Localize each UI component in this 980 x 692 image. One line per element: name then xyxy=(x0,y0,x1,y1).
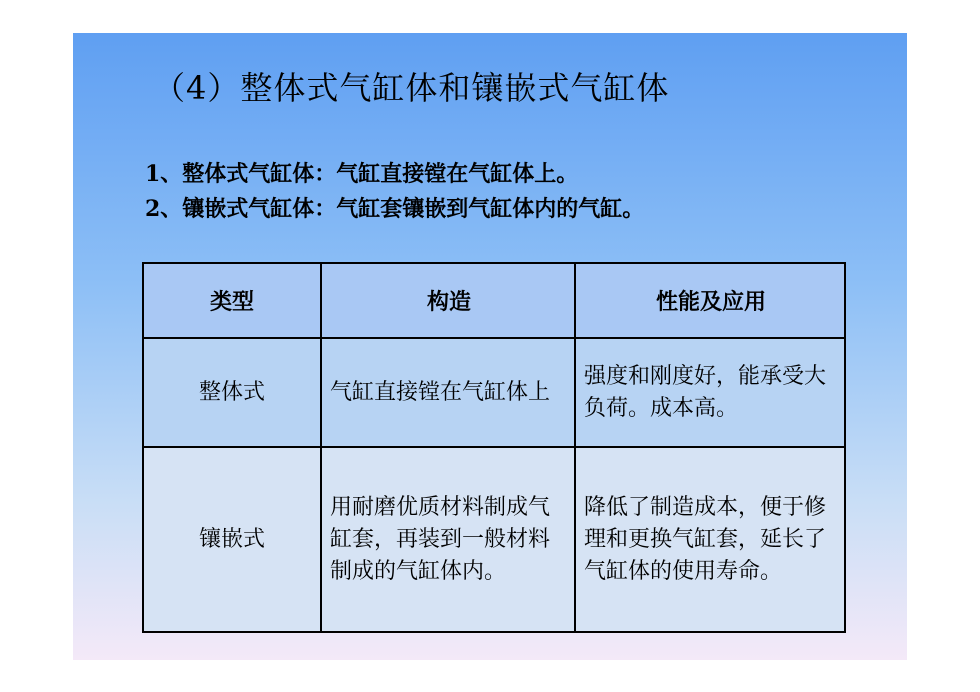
table-row xyxy=(143,338,845,447)
cell-performance: 强度和刚度好，能承受大负荷。成本高。 xyxy=(575,338,845,447)
cell-structure: 用耐磨优质材料制成气缸套，再装到一般材料制成的气缸体内。 xyxy=(321,447,575,632)
header-structure: 构造 xyxy=(321,263,575,338)
table-header-row xyxy=(143,263,845,338)
cell-performance: 降低了制造成本，便于修理和更换气缸套，延长了气缸体的使用寿命。 xyxy=(575,447,845,632)
comparison-table xyxy=(142,262,846,633)
slide-title: （4）整体式气缸体和镶嵌式气缸体 xyxy=(153,69,670,107)
bullet-item: 2、镶嵌式气缸体：气缸套镶嵌到气缸体内的气缸。 xyxy=(145,196,645,222)
cell-type: 整体式 xyxy=(143,338,321,447)
cell-type: 镶嵌式 xyxy=(143,447,321,632)
bullet-item: 1、整体式气缸体：气缸直接镗在气缸体上。 xyxy=(145,161,579,187)
header-type: 类型 xyxy=(143,263,321,338)
table-row xyxy=(143,447,845,632)
cell-structure: 气缸直接镗在气缸体上 xyxy=(321,338,575,447)
bullet-list xyxy=(145,157,644,227)
slide xyxy=(73,33,907,660)
header-performance: 性能及应用 xyxy=(575,263,845,338)
